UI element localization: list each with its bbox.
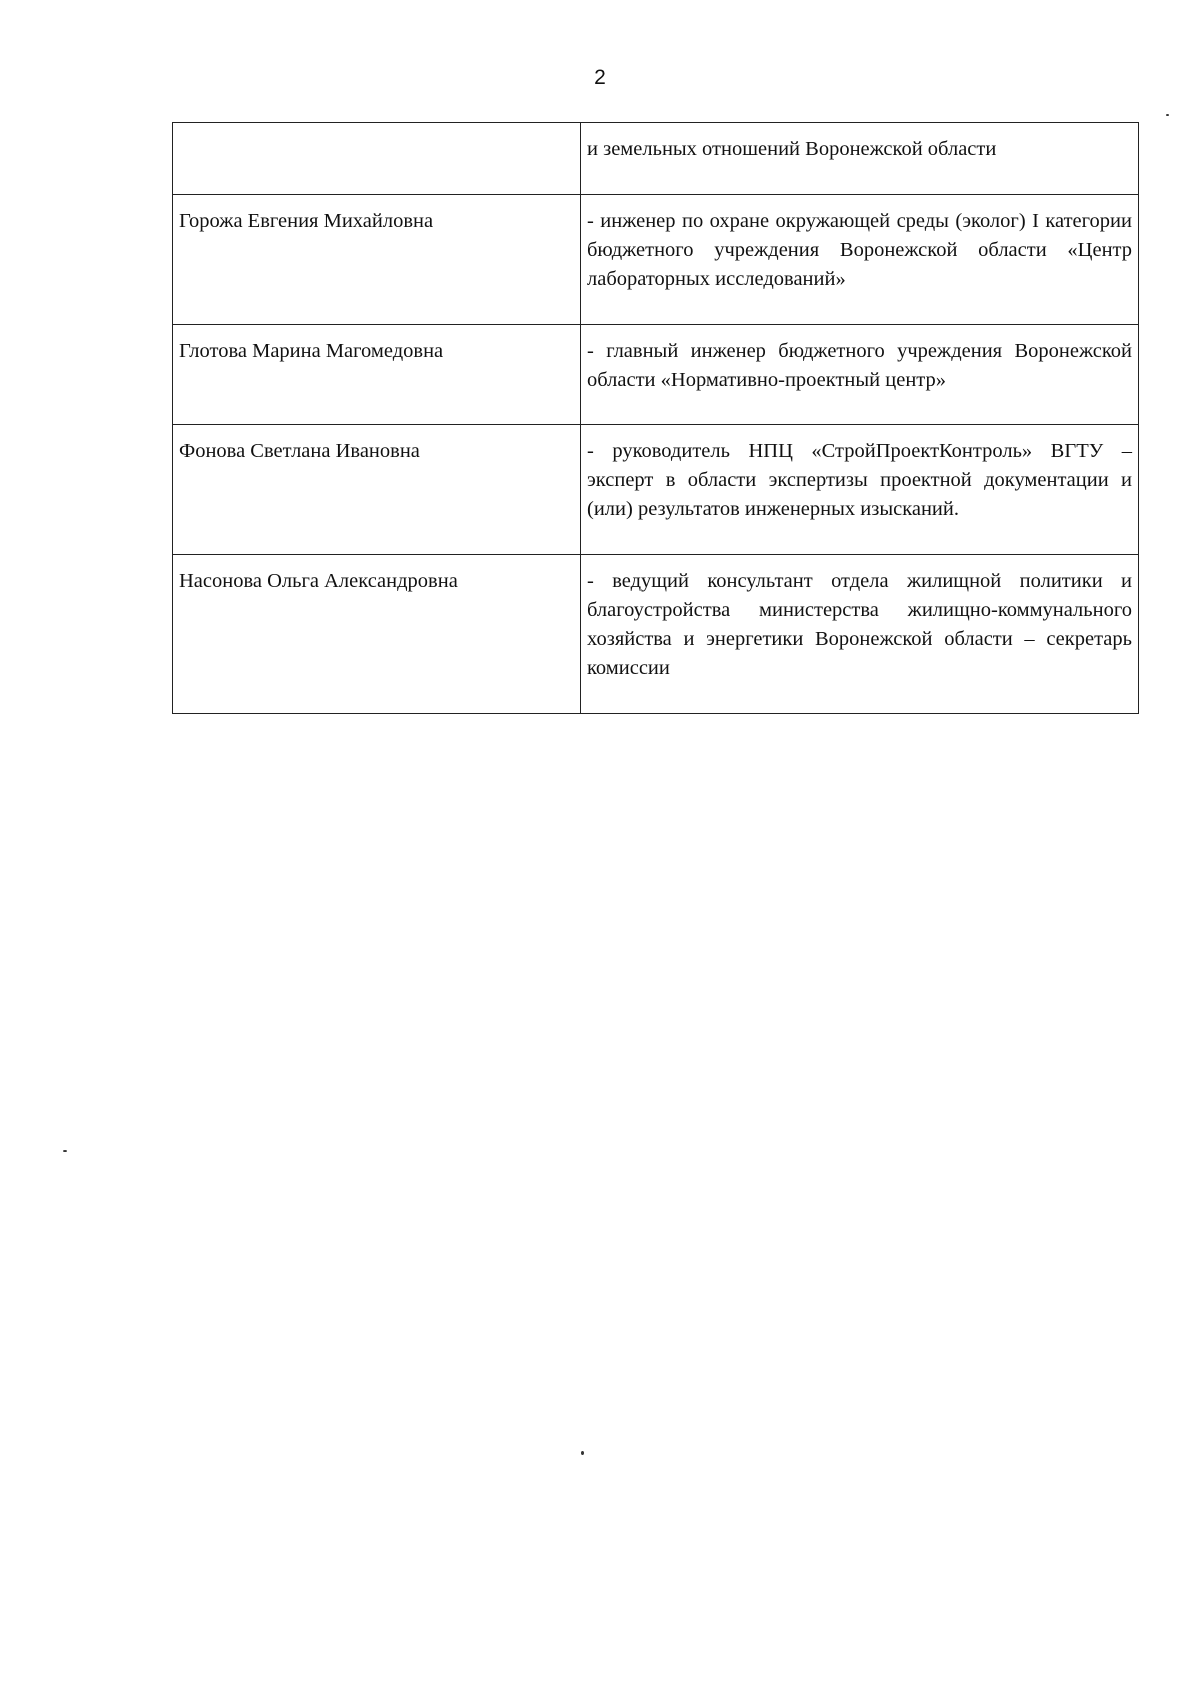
member-position-cell: - ведущий консультант отдела жилищной политики и благоустройства министерства жилищно-коммунального хозяйства и энергетики Воронежской области – секретарь комиссии — [581, 555, 1139, 714]
member-position-cell: - главный инженер бюджетного учреждения Воронежской области «Нормативно-проектный центр» — [581, 325, 1139, 425]
member-position-cell: - руководитель НПЦ «СтройПроектКонтроль» ВГТУ – эксперт в области экспертизы проектной документации и (или) результатов инженерных изысканий. — [581, 425, 1139, 555]
member-name-cell: Фонова Светлана Ивановна — [173, 425, 581, 555]
member-name-cell: Глотова Марина Магомедовна — [173, 325, 581, 425]
member-name-cell: Насонова Ольга Александровна — [173, 555, 581, 714]
table-row — [173, 425, 1139, 555]
member-name-cell: Горожа Евгения Михайловна — [173, 195, 581, 325]
page-number: 2 — [594, 66, 606, 89]
table-row — [173, 325, 1139, 425]
table-row — [173, 195, 1139, 325]
member-name-cell — [173, 123, 581, 195]
table-row — [173, 555, 1139, 714]
scan-speck — [581, 1451, 584, 1455]
commission-members-table — [172, 122, 1139, 714]
scan-speck — [63, 1150, 67, 1152]
member-position-cell: - инженер по охране окружающей среды (эколог) I категории бюджетного учреждения Воронежской области «Центр лабораторных исследований» — [581, 195, 1139, 325]
scan-speck — [1166, 114, 1169, 116]
table-row — [173, 123, 1139, 195]
member-position-cell: и земельных отношений Воронежской области — [581, 123, 1139, 195]
